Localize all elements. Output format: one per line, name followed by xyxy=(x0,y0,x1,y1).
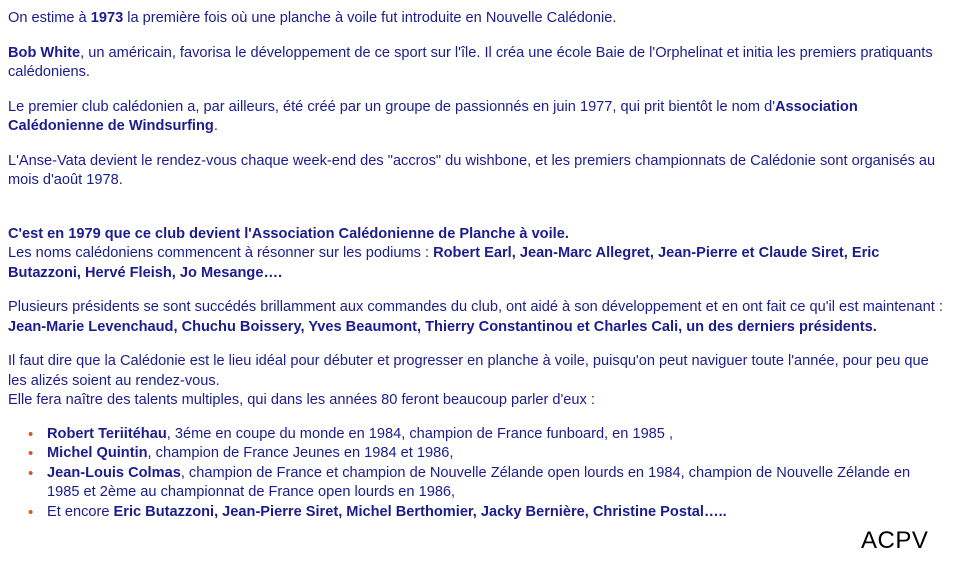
talent-name: Jean-Louis Colmas xyxy=(47,464,181,481)
talent-description: , champion de France et champion de Nouvelle Zélande open lourds en 1984, champion de Nouvelle Zélande en 1985 et 2ème au championnat de France open lourds en 1986, xyxy=(47,464,911,500)
paragraph-talents-intro xyxy=(8,391,948,411)
paragraph-ideal-place xyxy=(8,352,948,391)
paragraph-presidents xyxy=(8,298,948,337)
list-item xyxy=(8,503,917,523)
heading-1979: C'est en 1979 que ce club devient l'Association Calédonienne de Planche à voile. xyxy=(8,225,569,242)
bullet-icon: • xyxy=(28,445,34,462)
text: Elle fera naître des talents multiples, qui dans les années 80 feront beaucoup parler d'eux : xyxy=(8,392,595,408)
list-item xyxy=(8,444,917,464)
text: Plusieurs présidents se sont succédés brillamment aux commandes du club, ont aidé à son développement et en ont fait ce qu'il est maintenant : xyxy=(8,299,943,315)
bullet-icon: • xyxy=(28,464,34,482)
person-name: Bob White xyxy=(8,44,81,61)
paragraph-bob-white xyxy=(8,44,948,83)
text: Les noms calédoniens commencent à résonner sur les podiums : xyxy=(8,245,434,261)
text: la première fois où une planche à voile fut introduite en Nouvelle Calédonie. xyxy=(123,10,617,26)
talent-names: Eric Butazzoni, Jean-Pierre Siret, Michel Berthomier, Jacky Bernière, Christine Postal….. xyxy=(113,503,727,520)
text: On estime à xyxy=(8,10,91,26)
paragraph-intro-1973 xyxy=(8,9,948,29)
text: , un américain, favorisa le développement de ce sport sur l'île. Il créa une école Baie de l'Orphelinat et initia les premiers pratiquants calédoniens. xyxy=(8,44,933,80)
bullet-icon: • xyxy=(28,425,34,443)
paragraph-anse-vata xyxy=(8,152,948,191)
text: Le premier club calédonien a, par ailleurs, été créé par un groupe de passionnés en juin 1977, qui prit bientôt le nom d' xyxy=(8,98,776,115)
text: . xyxy=(213,118,218,134)
podium-names: Robert Earl, Jean-Marc Allegret, Jean-Pierre et Claude Siret, Eric Butazzoni, Hervé Fleish, Jo Mesange…. xyxy=(8,245,880,281)
article-body xyxy=(8,9,948,522)
talent-name: Robert Teriitéhau xyxy=(47,425,167,442)
text: Il faut dire que la Calédonie est le lieu idéal pour débuter et progresser en planche à voile, puisqu'on peut naviguer toute l'année, pour peu que les alizés soient au rendez-vous. xyxy=(8,353,929,389)
president-names: Jean-Marie Levenchaud, Chuchu Boissery, Yves Beaumont, Thierry Constantinou et Charles Cali, un des derniers présidents. xyxy=(8,318,877,335)
talents-list xyxy=(8,425,948,523)
spacer xyxy=(8,206,948,225)
talent-name: Michel Quintin xyxy=(47,445,148,461)
paragraph-podiums xyxy=(8,244,948,283)
paragraph-first-club xyxy=(8,98,948,137)
acpv-logo: ACPV xyxy=(861,527,929,554)
paragraph-1979 xyxy=(8,225,948,245)
text: L'Anse-Vata devient le rendez-vous chaque week-end des "accros" du wishbone, et les premiers championnats de Calédonie sont organisés au mois d'août 1978. xyxy=(8,152,936,188)
talent-description: , 3éme en coupe du monde en 1984, champion de France funboard, en 1985 , xyxy=(166,425,674,442)
bullet-icon: • xyxy=(28,503,34,521)
list-item xyxy=(8,425,917,445)
talent-prefix: Et encore xyxy=(47,503,114,520)
club-name: Association Calédonienne de Windsurfing xyxy=(8,98,858,134)
list-item xyxy=(8,464,917,503)
year-highlight: 1973 xyxy=(90,10,124,26)
talent-description: , champion de France Jeunes en 1984 et 1986, xyxy=(147,445,454,461)
